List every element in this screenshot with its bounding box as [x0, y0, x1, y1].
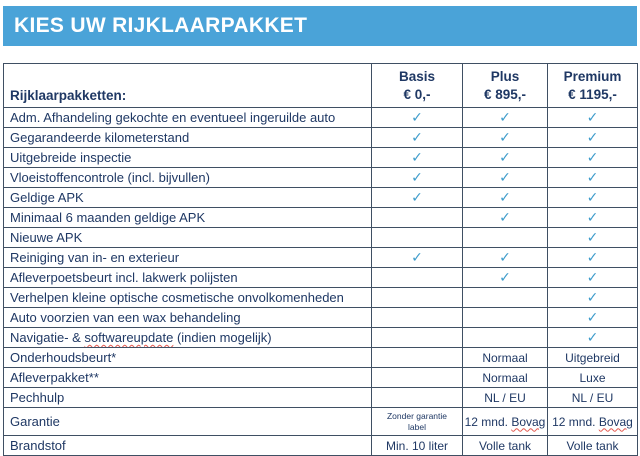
table-row — [4, 228, 638, 248]
cell-basis — [372, 148, 463, 168]
text: Gegarandeerde kilometerstand — [10, 130, 190, 145]
check-icon: ✓ — [499, 189, 511, 206]
text: Luxe — [579, 370, 606, 385]
text: Nieuwe APK — [10, 230, 83, 245]
column-header-premium — [548, 64, 638, 108]
text: NL / EU — [484, 390, 526, 405]
cell-basis — [372, 308, 463, 328]
banner — [3, 6, 637, 46]
cell-basis — [372, 228, 463, 248]
row-label — [4, 228, 372, 248]
table-row — [4, 128, 638, 148]
cell-plus — [463, 388, 548, 408]
cell-basis — [372, 388, 463, 408]
text: 12 mnd. — [464, 414, 512, 429]
cell-plus — [463, 348, 548, 368]
cell-basis — [372, 288, 463, 308]
row-label — [4, 328, 372, 348]
check-icon: ✓ — [499, 169, 511, 186]
text: Onderhoudsbeurt* — [10, 350, 117, 365]
row-label — [4, 128, 372, 148]
page-title: KIES UW RIJKLAARPAKKET — [14, 14, 308, 37]
check-icon: ✓ — [586, 109, 599, 126]
check-icon: ✓ — [411, 189, 423, 206]
table-row — [4, 408, 638, 436]
package-name: Premium — [563, 68, 622, 84]
text: NL / EU — [571, 390, 614, 405]
cell-plus — [463, 248, 548, 268]
cell-premium — [548, 308, 638, 328]
text: Verhelpen kleine optische cosmetische onvolkomenheden — [10, 290, 344, 305]
cell-plus — [463, 108, 548, 128]
check-icon: ✓ — [499, 209, 511, 226]
cell-premium — [548, 268, 638, 288]
cell-premium — [548, 436, 638, 456]
cell-premium — [548, 228, 638, 248]
table-row — [4, 188, 638, 208]
table-row — [4, 436, 638, 456]
cell-premium — [548, 328, 638, 348]
row-label — [4, 288, 372, 308]
text: Volle tank — [478, 438, 532, 453]
corner-label: Rijklaarpakketten: — [4, 64, 372, 108]
text: Uitgebreide inspectie — [10, 150, 132, 165]
table-row — [4, 348, 638, 368]
cell-basis — [372, 348, 463, 368]
package-price: € 0,- — [403, 86, 431, 102]
cell-plus — [463, 128, 548, 148]
column-header-plus — [463, 64, 548, 108]
text: Min. 10 liter — [385, 438, 449, 453]
check-icon: ✓ — [586, 269, 599, 286]
text: Auto voorzien van een wax behandeling — [10, 310, 241, 325]
cell-premium — [548, 248, 638, 268]
table-header-row — [4, 64, 638, 108]
misspelled-word: Bovag — [511, 414, 546, 429]
text: Adm. Afhandeling gekochte en eventueel ingeruilde auto — [10, 110, 336, 125]
check-icon: ✓ — [586, 149, 599, 166]
cell-basis — [372, 108, 463, 128]
text: Minimaal 6 maanden geldige APK — [10, 210, 206, 225]
cell-plus — [463, 168, 548, 188]
text: Afleverpakket** — [10, 370, 99, 385]
table-row — [4, 368, 638, 388]
misspelled-word: softwareupdate — [84, 330, 174, 345]
cell-basis — [372, 436, 463, 456]
row-label — [4, 348, 372, 368]
cell-premium — [548, 408, 638, 436]
table-row — [4, 388, 638, 408]
check-icon: ✓ — [586, 229, 599, 246]
cell-basis — [372, 408, 463, 436]
check-icon: ✓ — [586, 189, 599, 206]
package-name: Plus — [490, 68, 520, 84]
check-icon: ✓ — [499, 269, 511, 286]
check-icon: ✓ — [499, 129, 511, 146]
text: Volle tank — [566, 438, 619, 453]
cell-basis — [372, 128, 463, 148]
cell-plus — [463, 188, 548, 208]
text: Zonder garantie label — [386, 411, 447, 432]
column-header-basis — [372, 64, 463, 108]
cell-premium — [548, 368, 638, 388]
cell-plus — [463, 208, 548, 228]
cell-basis — [372, 208, 463, 228]
check-icon: ✓ — [586, 329, 599, 346]
cell-plus — [463, 308, 548, 328]
cell-basis — [372, 328, 463, 348]
table-row — [4, 168, 638, 188]
package-name: Basis — [398, 68, 436, 84]
cell-plus — [463, 148, 548, 168]
row-label — [4, 108, 372, 128]
cell-plus — [463, 228, 548, 248]
text: (indien mogelijk) — [173, 330, 272, 345]
text: Normaal — [482, 370, 528, 385]
text: Reiniging van in- en exterieur — [10, 250, 180, 265]
text: Pechhulp — [10, 390, 65, 405]
cell-basis — [372, 368, 463, 388]
check-icon: ✓ — [586, 249, 599, 266]
cell-premium — [548, 128, 638, 148]
cell-basis — [372, 248, 463, 268]
table-row — [4, 308, 638, 328]
text: Navigatie- & — [10, 330, 85, 345]
check-icon: ✓ — [586, 129, 599, 146]
table-row — [4, 268, 638, 288]
table-row — [4, 148, 638, 168]
row-label — [4, 408, 372, 436]
package-price: € 1195,- — [568, 86, 617, 102]
check-icon: ✓ — [411, 109, 423, 126]
cell-basis — [372, 168, 463, 188]
row-label — [4, 268, 372, 288]
text: Vloeistoffencontrole (incl. bijvullen) — [10, 170, 210, 185]
cell-premium — [548, 348, 638, 368]
cell-plus — [463, 408, 548, 436]
table-row — [4, 288, 638, 308]
row-label — [4, 168, 372, 188]
cell-premium — [548, 108, 638, 128]
check-icon: ✓ — [499, 109, 511, 126]
check-icon: ✓ — [499, 249, 511, 266]
cell-basis — [372, 188, 463, 208]
cell-basis — [372, 268, 463, 288]
check-icon: ✓ — [586, 309, 599, 326]
row-label — [4, 388, 372, 408]
row-label — [4, 436, 372, 456]
text: Uitgebreid — [565, 350, 620, 365]
check-icon: ✓ — [499, 149, 511, 166]
cell-premium — [548, 148, 638, 168]
row-label — [4, 208, 372, 228]
cell-plus — [463, 268, 548, 288]
check-icon: ✓ — [586, 289, 599, 306]
check-icon: ✓ — [411, 249, 423, 266]
check-icon: ✓ — [411, 129, 423, 146]
check-icon: ✓ — [586, 169, 599, 186]
cell-premium — [548, 208, 638, 228]
cell-premium — [548, 168, 638, 188]
text: Brandstof — [10, 438, 66, 453]
cell-premium — [548, 188, 638, 208]
text: 12 mnd. — [552, 414, 599, 429]
text: Garantie — [10, 414, 60, 429]
cell-plus — [463, 368, 548, 388]
table-row — [4, 208, 638, 228]
cell-premium — [548, 388, 638, 408]
cell-plus — [463, 436, 548, 456]
row-label — [4, 308, 372, 328]
check-icon: ✓ — [411, 149, 423, 166]
table-row — [4, 328, 638, 348]
text: Afleverpoetsbeurt incl. lakwerk polijsten — [10, 270, 238, 285]
check-icon: ✓ — [411, 169, 423, 186]
package-price: € 895,- — [483, 86, 527, 102]
misspelled-word: Bovag — [598, 414, 633, 429]
text: Geldige APK — [10, 190, 84, 205]
row-label — [4, 248, 372, 268]
row-label — [4, 148, 372, 168]
row-label — [4, 188, 372, 208]
cell-plus — [463, 288, 548, 308]
text: Normaal — [482, 350, 528, 365]
package-comparison-table — [3, 63, 638, 456]
table-row — [4, 108, 638, 128]
check-icon: ✓ — [586, 209, 599, 226]
row-label — [4, 368, 372, 388]
cell-plus — [463, 328, 548, 348]
table-row — [4, 248, 638, 268]
cell-premium — [548, 288, 638, 308]
